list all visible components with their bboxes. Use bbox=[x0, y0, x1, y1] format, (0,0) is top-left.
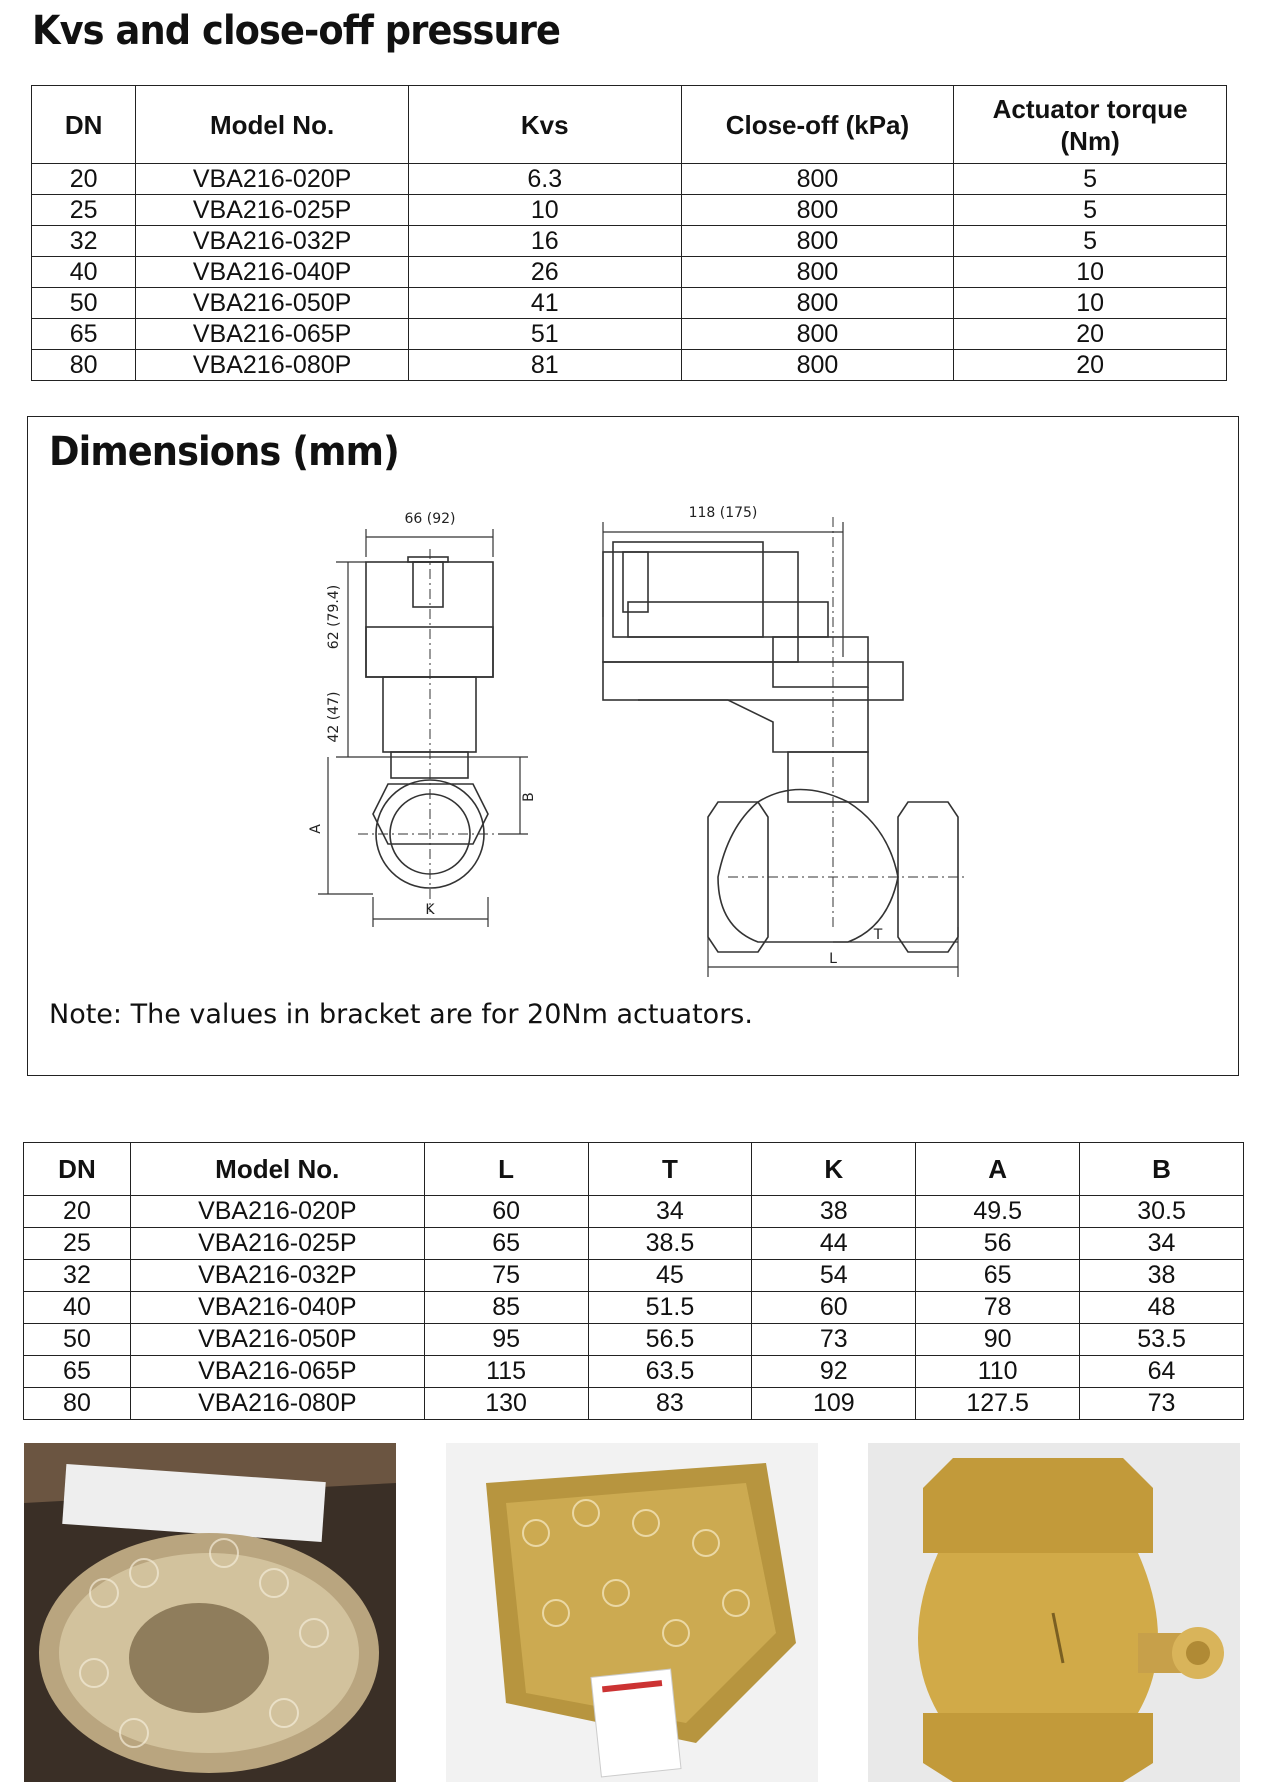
table-cell: 10 bbox=[954, 288, 1227, 319]
column-header: Kvs bbox=[408, 86, 681, 164]
table-cell: 127.5 bbox=[916, 1388, 1080, 1420]
dim-label-a: A bbox=[308, 824, 324, 834]
table-cell: VBA216-032P bbox=[130, 1260, 424, 1292]
table-cell: VBA216-080P bbox=[136, 350, 409, 381]
table-row bbox=[32, 319, 1227, 350]
table-cell: 800 bbox=[681, 195, 954, 226]
column-header: K bbox=[752, 1143, 916, 1196]
side-knob bbox=[623, 552, 648, 612]
table-cell: 6.3 bbox=[408, 164, 681, 195]
table-cell: 16 bbox=[408, 226, 681, 257]
table-cell: 50 bbox=[32, 288, 136, 319]
table-cell: 800 bbox=[681, 319, 954, 350]
dimensions-note: Note: The values in bracket are for 20Nm actuators. bbox=[49, 999, 753, 1030]
table-cell: 80 bbox=[32, 350, 136, 381]
table-cell: 110 bbox=[916, 1356, 1080, 1388]
table-cell: VBA216-065P bbox=[136, 319, 409, 350]
table-cell: 95 bbox=[424, 1324, 588, 1356]
table-cell: 10 bbox=[408, 195, 681, 226]
table-row bbox=[32, 257, 1227, 288]
dim-label-neck-height: 42 (47) bbox=[326, 691, 342, 743]
table-cell: 38 bbox=[752, 1196, 916, 1228]
table-cell: 65 bbox=[32, 319, 136, 350]
table-cell: 75 bbox=[424, 1260, 588, 1292]
table-cell: 25 bbox=[24, 1228, 131, 1260]
table-cell: VBA216-040P bbox=[130, 1292, 424, 1324]
table-row bbox=[32, 288, 1227, 319]
table-cell: 65 bbox=[424, 1228, 588, 1260]
table-cell: 44 bbox=[752, 1228, 916, 1260]
table-cell: 5 bbox=[954, 164, 1227, 195]
table-cell: VBA216-050P bbox=[130, 1324, 424, 1356]
section-title-kvs: Kvs and close-off pressure bbox=[32, 8, 561, 54]
dim-label-b: B bbox=[521, 792, 537, 802]
table-cell: 20 bbox=[24, 1196, 131, 1228]
table-row bbox=[24, 1260, 1244, 1292]
table-cell: 65 bbox=[24, 1356, 131, 1388]
table-cell: 60 bbox=[752, 1292, 916, 1324]
table-cell: 34 bbox=[1080, 1228, 1244, 1260]
dim-label-actuator-height: 62 (79.4) bbox=[326, 584, 342, 650]
table-row bbox=[32, 226, 1227, 257]
table-cell: 800 bbox=[681, 226, 954, 257]
table-row bbox=[32, 350, 1227, 381]
table-cell: 56.5 bbox=[588, 1324, 752, 1356]
table-cell: 130 bbox=[424, 1388, 588, 1420]
table-cell: 92 bbox=[752, 1356, 916, 1388]
table-cell: 51.5 bbox=[588, 1292, 752, 1324]
table-cell: VBA216-080P bbox=[130, 1388, 424, 1420]
table-cell: VBA216-040P bbox=[136, 257, 409, 288]
table-cell: VBA216-020P bbox=[130, 1196, 424, 1228]
table-row bbox=[24, 1228, 1244, 1260]
table-cell: 30.5 bbox=[1080, 1196, 1244, 1228]
table-cell: 64 bbox=[1080, 1356, 1244, 1388]
table-cell: 10 bbox=[954, 257, 1227, 288]
table-cell: 60 bbox=[424, 1196, 588, 1228]
table-cell: 83 bbox=[588, 1388, 752, 1420]
table-cell: 78 bbox=[916, 1292, 1080, 1324]
table-cell: VBA216-050P bbox=[136, 288, 409, 319]
dim-label-l: L bbox=[829, 951, 837, 967]
table-cell: 49.5 bbox=[916, 1196, 1080, 1228]
table-cell: VBA216-020P bbox=[136, 164, 409, 195]
table-row bbox=[32, 164, 1227, 195]
column-header: Model No. bbox=[130, 1143, 424, 1196]
kvs-table bbox=[31, 85, 1227, 381]
table-cell: 5 bbox=[954, 226, 1227, 257]
table-row bbox=[24, 1356, 1244, 1388]
column-header: Close-off (kPa) bbox=[681, 86, 954, 164]
table-cell: 25 bbox=[32, 195, 136, 226]
dimensions-panel bbox=[27, 416, 1239, 1076]
table-cell: 34 bbox=[588, 1196, 752, 1228]
table-cell: 53.5 bbox=[1080, 1324, 1244, 1356]
table-cell: VBA216-032P bbox=[136, 226, 409, 257]
table-cell: 48 bbox=[1080, 1292, 1244, 1324]
table-cell: VBA216-025P bbox=[130, 1228, 424, 1260]
dimension-drawing bbox=[28, 457, 1238, 977]
table-cell: 54 bbox=[752, 1260, 916, 1292]
product-photo-wrapped bbox=[446, 1443, 818, 1782]
product-photo-boxed bbox=[24, 1443, 396, 1782]
table-cell: 800 bbox=[681, 350, 954, 381]
table-row bbox=[24, 1196, 1244, 1228]
column-header: T bbox=[588, 1143, 752, 1196]
section-title-dimensions: Dimensions (mm) bbox=[49, 429, 399, 475]
column-header: Actuator torque (Nm) bbox=[954, 86, 1227, 164]
table-cell: 26 bbox=[408, 257, 681, 288]
table-cell: 40 bbox=[32, 257, 136, 288]
column-header: B bbox=[1080, 1143, 1244, 1196]
table-cell: 115 bbox=[424, 1356, 588, 1388]
front-actuator-body bbox=[366, 562, 493, 677]
table-cell: 85 bbox=[424, 1292, 588, 1324]
table-row bbox=[32, 195, 1227, 226]
table-cell: 65 bbox=[916, 1260, 1080, 1292]
dim-label-front-width: 66 (92) bbox=[404, 511, 456, 527]
dimensions-table bbox=[23, 1142, 1244, 1420]
table-cell: 800 bbox=[681, 257, 954, 288]
table-cell: VBA216-025P bbox=[136, 195, 409, 226]
table-cell: 50 bbox=[24, 1324, 131, 1356]
table-cell: 38.5 bbox=[588, 1228, 752, 1260]
table-cell: 80 bbox=[24, 1388, 131, 1420]
table-cell: 20 bbox=[954, 319, 1227, 350]
table-cell: 45 bbox=[588, 1260, 752, 1292]
dim-label-side-width: 118 (175) bbox=[688, 505, 758, 521]
table-header-row bbox=[32, 86, 1227, 164]
dim-label-t: T bbox=[873, 927, 883, 943]
table-cell: 38 bbox=[1080, 1260, 1244, 1292]
column-header: DN bbox=[24, 1143, 131, 1196]
table-cell: 51 bbox=[408, 319, 681, 350]
table-cell: 81 bbox=[408, 350, 681, 381]
table-cell: 32 bbox=[32, 226, 136, 257]
table-cell: 20 bbox=[32, 164, 136, 195]
table-row bbox=[24, 1324, 1244, 1356]
table-header-row bbox=[24, 1143, 1244, 1196]
column-header: L bbox=[424, 1143, 588, 1196]
table-cell: 63.5 bbox=[588, 1356, 752, 1388]
side-ball bbox=[718, 790, 898, 943]
table-cell: VBA216-065P bbox=[130, 1356, 424, 1388]
table-cell: 73 bbox=[1080, 1388, 1244, 1420]
table-row bbox=[24, 1292, 1244, 1324]
table-cell: 5 bbox=[954, 195, 1227, 226]
column-header: DN bbox=[32, 86, 136, 164]
table-cell: 800 bbox=[681, 288, 954, 319]
table-cell: 73 bbox=[752, 1324, 916, 1356]
table-cell: 109 bbox=[752, 1388, 916, 1420]
table-cell: 40 bbox=[24, 1292, 131, 1324]
table-row bbox=[24, 1388, 1244, 1420]
product-photo-brass-valve bbox=[868, 1443, 1240, 1782]
column-header: Model No. bbox=[136, 86, 409, 164]
table-cell: 41 bbox=[408, 288, 681, 319]
table-cell: 90 bbox=[916, 1324, 1080, 1356]
column-header: A bbox=[916, 1143, 1080, 1196]
side-actuator-body bbox=[603, 552, 798, 662]
table-cell: 56 bbox=[916, 1228, 1080, 1260]
table-cell: 20 bbox=[954, 350, 1227, 381]
table-cell: 32 bbox=[24, 1260, 131, 1292]
table-cell: 800 bbox=[681, 164, 954, 195]
dim-label-k: K bbox=[425, 902, 435, 918]
